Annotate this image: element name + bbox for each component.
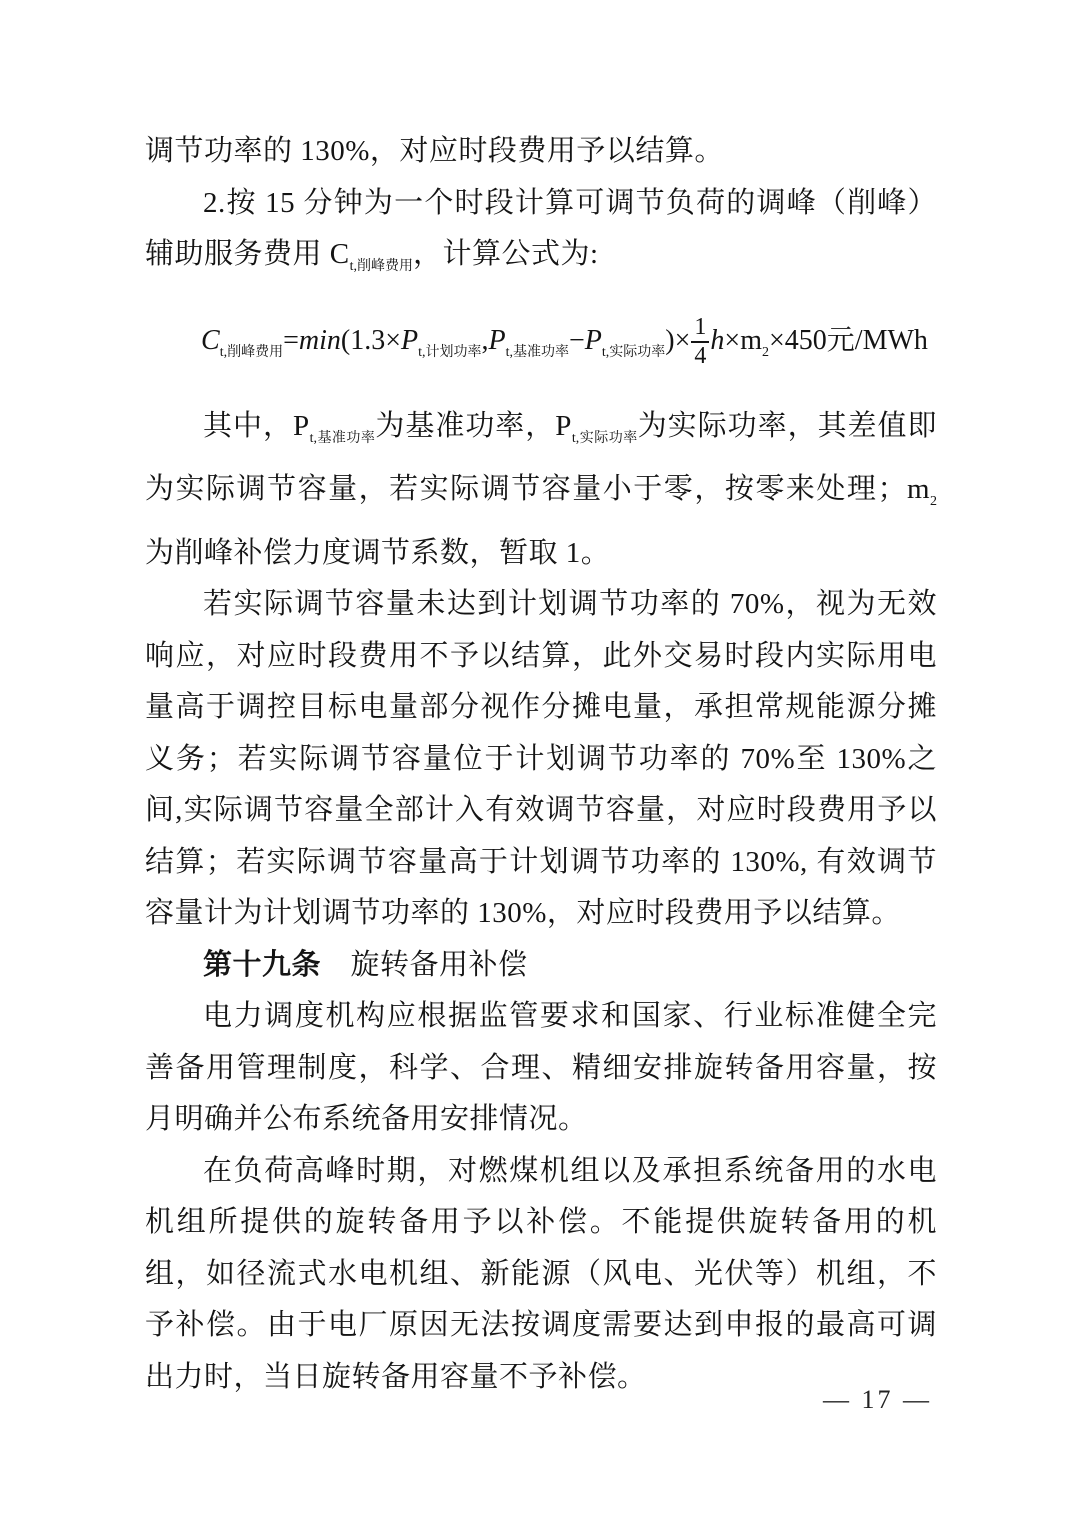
text-run: min	[298, 324, 341, 356]
page-content	[145, 126, 937, 1403]
text-run: 其中，P	[203, 409, 310, 442]
text-run: 调节功率的 130%，对应时段费用予以结算。	[145, 135, 724, 167]
paragraph-reserve-compensation	[145, 1146, 937, 1404]
paragraph-settlement-rules	[145, 579, 937, 940]
text-run: ×m	[724, 324, 762, 356]
subscript-run: t,基准功率	[309, 430, 376, 446]
text-run: 在负荷高峰时期，对燃煤机组以及承担系统备用的水电机组所提供的旋转备用予以补偿。不能提供旋转备用的机组，如径流式水电机组、新能源（风电、光伏等）机组，不予补偿。由于电厂原因无法按调度需要达到申报的最高可调出力时，当日旋转备用容量不予补偿。	[145, 1154, 937, 1393]
text-run: 若实际调节容量未达到计划调节功率的 70%，视为无效响应，对应时段费用不予以结算，此外交易时段内实际用电量高于调控目标电量部分视作分摊电量，承担常规能源分摊义务；若实际调节容量位于计划调节功率的 70%至 130%之间,实际调节容量全部计入有效调节容量，对应时段费用予以结算；若实际调节容量高于计划调节功率的 130%, 有效调节容量计为计划调节功率的 130%，对应时段费用予以结算。	[145, 588, 937, 929]
text-run: P	[401, 324, 419, 356]
text-run: 第十九条	[203, 948, 322, 981]
paragraph-item2-intro	[145, 178, 937, 293]
paragraph-variables-explanation	[145, 401, 937, 580]
text-run: −	[569, 324, 585, 356]
paragraph-reserve-management	[145, 991, 937, 1146]
text-run: 旋转备用补偿	[321, 948, 528, 981]
text-run: ,	[481, 324, 489, 356]
formula-peak-shaving-fee	[201, 295, 937, 399]
text-run: 2.按 15 分钟为一个时段计算可调节负荷的调峰（削峰）辅助服务费用 C	[145, 186, 937, 270]
text-run: 为实际功率，其差值即为实际调节容量，若实际调节容量小于零，按零来处理；m	[145, 409, 938, 505]
text-run: ，计算公式为:	[412, 238, 599, 270]
subscript-run: t,实际功率	[601, 344, 666, 360]
text-run: P	[584, 324, 602, 356]
subscript-run: t,基准功率	[505, 344, 569, 360]
subscript-run: t,计划功率	[418, 344, 482, 360]
text-run: =	[283, 324, 299, 356]
text-run: 为削峰补偿力度调节系数，暂取 1。	[145, 536, 611, 569]
subscript-run: t,削峰费用	[349, 259, 413, 274]
page-number: — 17 —	[823, 1385, 932, 1414]
heading-article-19	[145, 940, 937, 992]
text-run: (1.3×	[340, 324, 401, 356]
subscript-run: t,实际功率	[571, 430, 638, 446]
text-run: )×	[665, 324, 691, 356]
subscript-run: 2	[930, 494, 937, 509]
subscript-run: 2	[762, 344, 769, 360]
text-run: 电力调度机构应根据监管要求和国家、行业标准健全完善备用管理制度，科学、合理、精细安排旋转备用容量，按月明确并公布系统备用安排情况。	[145, 1000, 937, 1135]
text-run: P	[488, 324, 506, 356]
text-run: 为基准功率，P	[375, 409, 572, 442]
fraction: $\frac{1}{4}$	[691, 314, 709, 370]
paragraph-continuation	[145, 126, 937, 178]
text-run: C	[201, 324, 220, 356]
subscript-run: t,削峰费用	[219, 344, 284, 360]
text-run: h	[710, 324, 725, 356]
text-run: ×450元/MWh	[769, 324, 928, 356]
